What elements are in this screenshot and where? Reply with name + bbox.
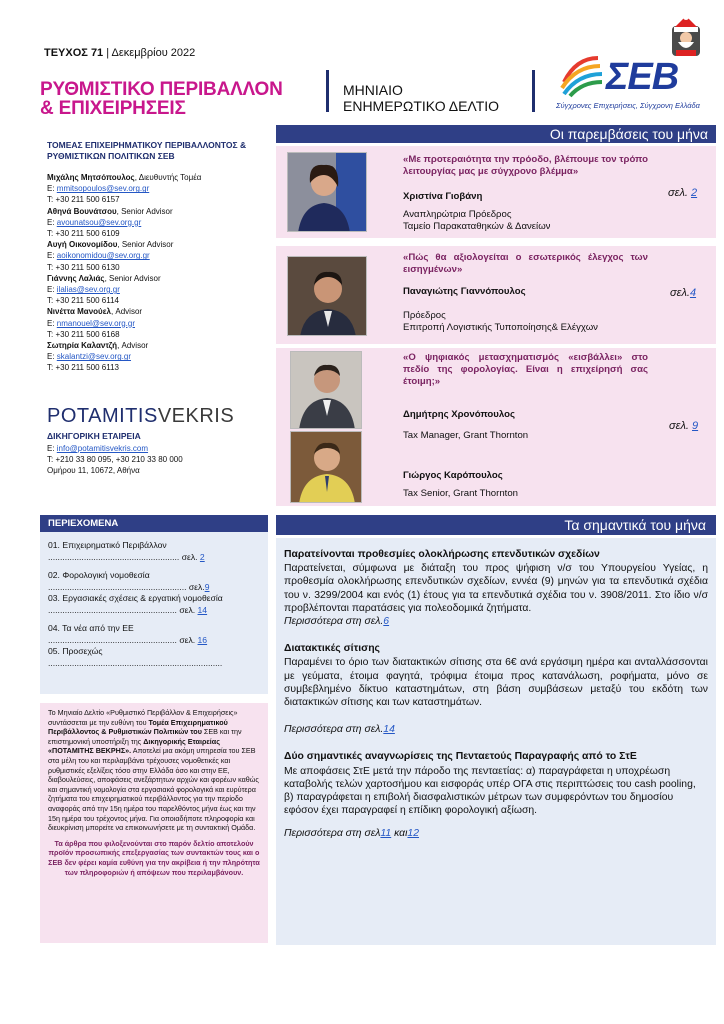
highlight-page-link[interactable]: 11	[380, 828, 392, 840]
intervention-person: Δημήτρης Χρονόπουλος	[403, 409, 515, 420]
contact-name-row: Νινέττα Μανούελ, Advisor	[47, 307, 143, 317]
intervention-role: Αναπληρώτρια Πρόεδρος Ταμείο Παρακαταθηκών & Δανείων	[403, 209, 551, 232]
table-of-contents	[40, 532, 268, 694]
intervention-role: Tax Manager, Grant Thornton	[403, 430, 529, 441]
toc-item: 05. Προσεχώς .........................................................................	[48, 646, 223, 668]
contact-phone: T: +30 211 500 6113	[47, 363, 119, 373]
contact-email-link[interactable]: avounatsou@sev.org.gr	[56, 217, 142, 227]
highlight-heading: Δύο σημαντικές αναγνωρίσεις της Πενταετούς Παραγραφής από το ΣτΕ	[284, 751, 637, 763]
contact-email-row: E: avounatsou@sev.org.gr	[47, 217, 142, 227]
sev-tagline: Σύγχρονες Επιχειρήσεις, Σύγχρονη Ελλάδα	[556, 101, 700, 110]
issue-line	[44, 47, 195, 59]
issue-number: ΤΕΥΧΟΣ 71	[44, 47, 104, 59]
highlight-item	[284, 750, 708, 840]
portrait-image-icon	[291, 352, 362, 429]
intervention-page-link[interactable]: 4	[689, 287, 697, 299]
highlight-more: Περισσότερα στη σελ.14	[284, 724, 395, 736]
disclaimer-warning: Τα άρθρα που φιλοξενούνται στο παρόν δελτίο αποτελούν προϊόν προσωπικής επεξεργασίας των συντακτών τους και ο ΣΕΒ δεν φέρει καμία ευθύνη για την ακρίβεια ή την πληρότητα των πληροφοριών ή απόψεων που περιλαμβάνουν.	[48, 838, 260, 877]
highlight-more: Περισσότερα στη σελ11 και12	[284, 828, 419, 840]
contact-name-row: Μιχάλης Μητσόπουλος, Διευθυντής Τομέα	[47, 173, 202, 182]
highlight-item	[284, 548, 708, 628]
contact-phone: T: +30 211 500 6157	[47, 195, 120, 205]
sev-logo-mark-icon	[558, 52, 604, 98]
photo-chronopoulos	[290, 351, 362, 429]
intervention-page-link[interactable]: 9	[692, 420, 699, 432]
firm-email-link[interactable]: info@potamitisvekris.com	[56, 444, 149, 453]
highlight-heading: Παρατείνονται προθεσμίες ολοκλήρωσης επενδυτικών σχεδίων	[284, 549, 600, 560]
firm-type: ΔΙΚΗΓΟΡΙΚΗ ΕΤΑΙΡΕΙΑ	[47, 431, 141, 441]
contact-email-link[interactable]: aoikonomidou@sev.org.gr	[56, 251, 150, 261]
intervention-page-link[interactable]: 2	[691, 187, 698, 199]
about-text: Το Μηνιαίο Δελτίο «Ρυθμιστικό Περιβάλλον & Επιχειρήσεις» συντάσσεται με την ευθύνη του Τομέα Επιχειρηματικού Περιβάλλοντος & Ρυθμιστικών Πολιτικών του ΣΕΒ και την επιστημονική υποστήριξη της Δικηγορικής Εταιρείας «ΠΟΤΑΜΙΤΗΣ ΒΕΚΡΗΣ». Αποτελεί μια ακόμη υπηρεσία του ΣΕΒ στα μέλη του και περιλαμβάνει τρέχουσες νομοθετικές και ρυθμιστικές εξελίξεις τόσο στην Ελλάδα όσο και στην ΕΕ, διαβουλεύσεις, αποφάσεις ανεξάρτητων αρχών και φορέων καθώς και σημαντική νομολογία στα εργασιακά φορολογικά και ευρύτερα ζητήματα του επιχειρηματικού περιβάλλοντος για την περίοδο αναφοράς από την 15η ημέρα του παρελθόντος μήνα έως και την 15η ημέρα του τρέχοντος μήνα. Για οποιαδήποτε πληροφορία και διευκρίνιση μπορείτε να επικοινωνήσετε με τη συντακτική Ομάδα.	[48, 708, 259, 833]
issue-date: | Δεκεμβρίου 2022	[103, 47, 196, 59]
about-disclaimer	[40, 703, 268, 943]
contact-list	[47, 172, 267, 374]
photo-karopoulos	[290, 431, 362, 503]
sev-logo-text: ΣΕΒ	[606, 56, 679, 98]
intervention-person: Γιώργος Καρόπουλος	[403, 470, 503, 481]
contact-email-link[interactable]: mmitsopoulos@sev.org.gr	[56, 184, 150, 194]
highlight-item	[284, 642, 708, 736]
highlight-page-link[interactable]: 14	[383, 724, 395, 736]
toc-heading: ΠΕΡΙΕΧΟΜΕΝΑ	[40, 515, 268, 532]
contact-email-row: E: mmitsopoulos@sev.org.gr	[47, 184, 150, 194]
title-divider	[326, 70, 329, 112]
contacts-section	[47, 140, 267, 374]
newsletter-label: ΜΗΝΙΑΙΟ ΕΝΗΜΕΡΩΤΙΚΟ ΔΕΛΤΙΟ	[343, 82, 500, 114]
toc-page-link[interactable]: 9	[204, 581, 210, 592]
firm-details	[47, 431, 267, 476]
toc-item: 02. Φορολογική νομοθεσία .......................................................... σελ.9	[48, 570, 210, 592]
contacts-heading: ΤΟΜΕΑΣ ΕΠΙΧΕΙΡΗΜΑΤΙΚΟΥ ΠΕΡΙΒΑΛΛΟΝΤΟΣ & ΡΥΘΜΙΣΤΙΚΩΝ ΠΟΛΙΤΙΚΩΝ ΣΕΒ	[47, 140, 247, 161]
potamitis-vekris-logo: POTAMITISVEKRIS	[47, 405, 235, 427]
contact-name-row: Αθηνά Βουνάτσου, Senior Advisor	[47, 206, 173, 216]
logo-divider	[532, 70, 535, 112]
intervention-quote: «Ο ψηφιακός μετασχηματισμός «εισβάλλει» στο πεδίο της φορολογίας. Είναι η επιχείρησή σας έτοιμη;»	[403, 352, 648, 387]
publication-title: ΡΥΘΜΙΣΤΙΚΟ ΠΕΡΙΒΑΛΛΟΝ & ΕΠΙΧΕΙΡΗΣΕΙΣ	[40, 79, 283, 119]
toc-item: 01. Επιχειρηματικό Περιβάλλον ....................................................... σελ. 2	[48, 540, 205, 562]
contact-email-link[interactable]: nmanouel@sev.org.gr	[56, 318, 136, 328]
intervention-role: Πρόεδρος Επιτροπή Λογιστικής Τυποποίησης& Ελέγχων	[403, 310, 598, 333]
intervention-page-ref: σελ. 9	[669, 420, 699, 432]
contact-name-row: Αυγή Οικονομίδου, Senior Advisor	[47, 240, 174, 250]
highlights-panel	[276, 538, 716, 945]
contact-name-row: Σωτηρία Καλαντζή, Advisor	[47, 341, 149, 351]
intervention-quote: «Με προτεραιότητα την πρόοδο, βλέπουμε τον τρόπο λειτουργίας μας με σύγχρονο βλέμμα»	[403, 154, 648, 177]
intervention-role: Tax Senior, Grant Thornton	[403, 488, 519, 499]
portrait-image-icon	[291, 432, 362, 503]
contact-email-row: E: aoikonomidou@sev.org.gr	[47, 251, 150, 261]
highlight-text: Παρατείνεται, σύμφωνα με διάταξη του προς ψήφιση ν/σ του Υπουργείου Υγείας, η προθεσμία ολοκλήρωσης επενδυτικών σχεδίων, εννέα (9) μηνών για τα επενδυτικά σχέδια του ν. 3299/2004 και ενός (1) έτους για τα επενδυτικά σχέδια του ν. 3908/2011. Στο ίδιο ν/σ προβλέπονται παρατάσεις για πολεοδομικά ζητήματα.	[284, 563, 708, 614]
toc-page-link[interactable]: 16	[197, 634, 208, 645]
highlights-banner: Τα σημαντικά του μήνα	[276, 515, 716, 535]
highlight-page-link[interactable]: 12	[407, 828, 419, 840]
highlight-more: Περισσότερα στη σελ.6	[284, 616, 390, 628]
interventions-banner: Οι παρεμβάσεις του μήνα	[276, 125, 716, 143]
intervention-page-ref: σελ. 2	[668, 187, 698, 199]
firm-phone: T: +210 33 80 095, +30 210 33 80 000	[47, 455, 183, 464]
intervention-quote: «Πώς θα αξιολογείται ο εσωτερικός έλεγχος των εισηγμένων»	[403, 252, 648, 275]
photo-giovani	[287, 152, 367, 232]
contact-email-row: E: skalantzi@sev.org.gr	[47, 352, 132, 362]
santa-decoration-icon	[666, 14, 706, 60]
toc-item: 03. Εργασιακές σχέσεις & εργατική νομοθεσία ...................................................... σελ. 14	[48, 593, 223, 615]
portrait-image-icon	[288, 153, 367, 232]
intervention-person: Παναγιώτης Γιαννόπουλος	[403, 286, 526, 297]
contact-email-link[interactable]: skalantzi@sev.org.gr	[56, 352, 132, 362]
contact-phone: T: +30 211 500 6168	[47, 329, 120, 339]
firm-address: Ομήρου 11, 10672, Αθήνα	[47, 466, 140, 475]
intervention-person: Χριστίνα Γιοβάνη	[403, 191, 483, 202]
photo-giannopoulos	[287, 256, 367, 336]
intervention-page-ref: σελ.4	[670, 287, 697, 299]
contact-phone: T: +30 211 500 6114	[47, 296, 119, 306]
firm-email-row: E: info@potamitisvekris.com	[47, 444, 149, 453]
toc-page-link[interactable]: 14	[197, 604, 208, 615]
toc-item: 04. Τα νέα από την ΕΕ ...................................................... σελ. 16	[48, 623, 208, 645]
toc-page-link[interactable]: 2	[199, 551, 205, 562]
highlight-page-link[interactable]: 6	[383, 616, 390, 628]
contact-name-row: Γιάννης Λαλιάς, Senior Advisor	[47, 273, 161, 283]
contact-phone: T: +30 211 500 6109	[47, 229, 120, 239]
contact-email-row: E: nmanouel@sev.org.gr	[47, 318, 136, 328]
contact-phone: T: +30 211 500 6130	[47, 262, 120, 272]
highlight-text: Παραμένει το όριο των διατακτικών σίτισης στα 6€ ανά εργάσιμη ημέρα και ανταλλάσσονται με γεύματα, έτοιμα φαγητά, τρόφιμα έτοιμα προς κατανάλωση, ροφήματα, μόνο σε συμβεβλημένο δίκτυο καταστημάτων, στη βάση συμβάσεων μεταξύ του εκδότη των διατακτικών σίτισης και των καταστημάτων.	[284, 657, 708, 709]
highlight-text: Με αποφάσεις ΣτΕ μετά την πάροδο της πενταετίας: α) παραγράφεται η υποχρέωση καταβολής τελών χαρτοσήμου και εισφοράς υπέρ ΟΓΑ στις περιπτώσεις του cash pooling, β) παραγράφεται η επιβολή διασφαλιστικών μέτρων των συμφερόντων του δημοσίου εφόσον έχει παραγραφεί η επίδικη φορολογική αξίωση.	[284, 765, 696, 817]
portrait-image-icon	[288, 257, 367, 336]
contact-email-link[interactable]: ilalias@sev.org.gr	[56, 285, 120, 295]
contact-email-row: E: ilalias@sev.org.gr	[47, 285, 120, 295]
highlight-heading: Διατακτικές σίτισης	[284, 643, 380, 655]
